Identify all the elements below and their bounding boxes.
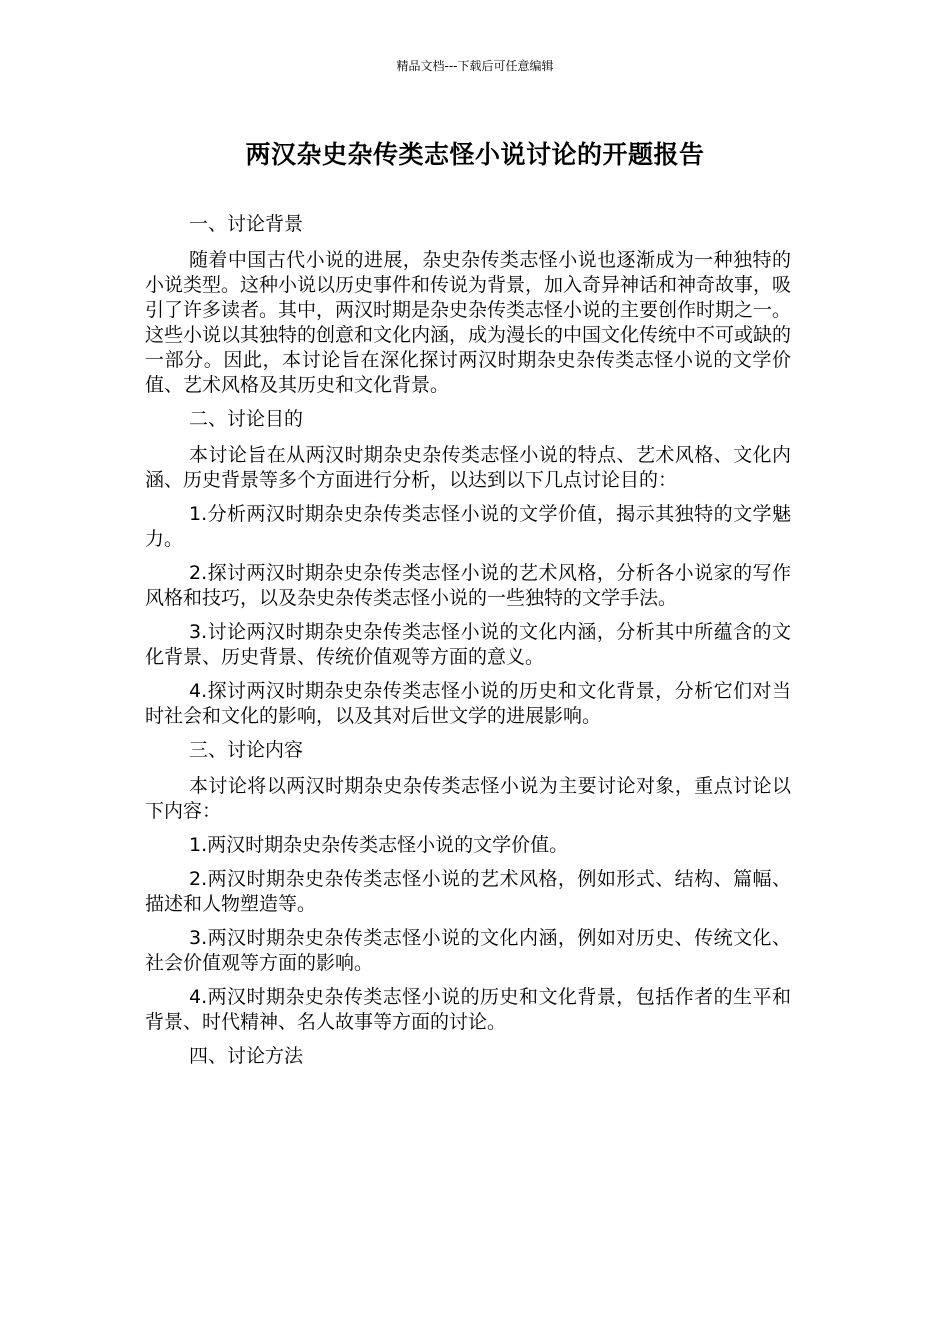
section-heading-method: 四、讨论方法	[189, 1045, 304, 1067]
document-title: 两汉杂史杂传类志怪小说讨论的开题报告	[245, 140, 705, 169]
list-item-purpose-3: 3.讨论两汉时期杂史杂传类志怪小说的文化内涵，分析其中所蕴含的文化背景、历史背景、传统价值观等方面的意义。	[145, 621, 791, 668]
paragraph-content-intro: 本讨论将以两汉时期杂史杂传类志怪小说为主要讨论对象，重点讨论以下内容：	[145, 775, 791, 822]
section-heading-content: 三、讨论内容	[189, 739, 304, 761]
document-body	[145, 212, 791, 1080]
list-item-content-3: 3.两汉时期杂史杂传类志怪小说的文化内涵，例如对历史、传统文化、社会价值观等方面的影响。	[145, 927, 791, 974]
list-item-purpose-2: 2.探讨两汉时期杂史杂传类志怪小说的艺术风格，分析各小说家的写作风格和技巧，以及杂史杂传类志怪小说的一些独特的文学手法。	[145, 562, 791, 609]
list-item-purpose-1: 1.分析两汉时期杂史杂传类志怪小说的文学价值，揭示其独特的文学魅力。	[145, 503, 791, 550]
paragraph-background: 随着中国古代小说的进展，杂史杂传类志怪小说也逐渐成为一种独特的小说类型。这种小说以历史事件和传说为背景，加入奇异神话和神奇故事，吸引了许多读者。其中，两汉时期是杂史杂传类志怪小说的主要创作时期之一。这些小说以其独特的创意和文化内涵，成为漫长的中国文化传统中不可或缺的一部分。因此，本讨论旨在深化探讨两汉时期杂史杂传类志怪小说的文学价值、艺术风格及其历史和文化背景。	[145, 249, 792, 396]
list-item-purpose-4: 4.探讨两汉时期杂史杂传类志怪小说的历史和文化背景，分析它们对当时社会和文化的影响，以及其对后世文学的进展影响。	[145, 680, 791, 727]
paragraph-purpose-intro: 本讨论旨在从两汉时期杂史杂传类志怪小说的特点、艺术风格、文化内涵、历史背景等多个方面进行分析，以达到以下几点讨论目的：	[145, 444, 791, 491]
list-item-content-1: 1.两汉时期杂史杂传类志怪小说的文学价值。	[189, 834, 569, 856]
list-item-content-4: 4.两汉时期杂史杂传类志怪小说的历史和文化背景，包括作者的生平和背景、时代精神、名人故事等方面的讨论。	[145, 986, 791, 1033]
header-note: 精品文档---下载后可任意编辑	[396, 59, 554, 73]
list-item-content-2: 2.两汉时期杂史杂传类志怪小说的艺术风格，例如形式、结构、篇幅、描述和人物塑造等。	[145, 868, 791, 915]
section-heading-background: 一、讨论背景	[189, 213, 304, 235]
section-heading-purpose: 二、讨论目的	[189, 408, 304, 430]
